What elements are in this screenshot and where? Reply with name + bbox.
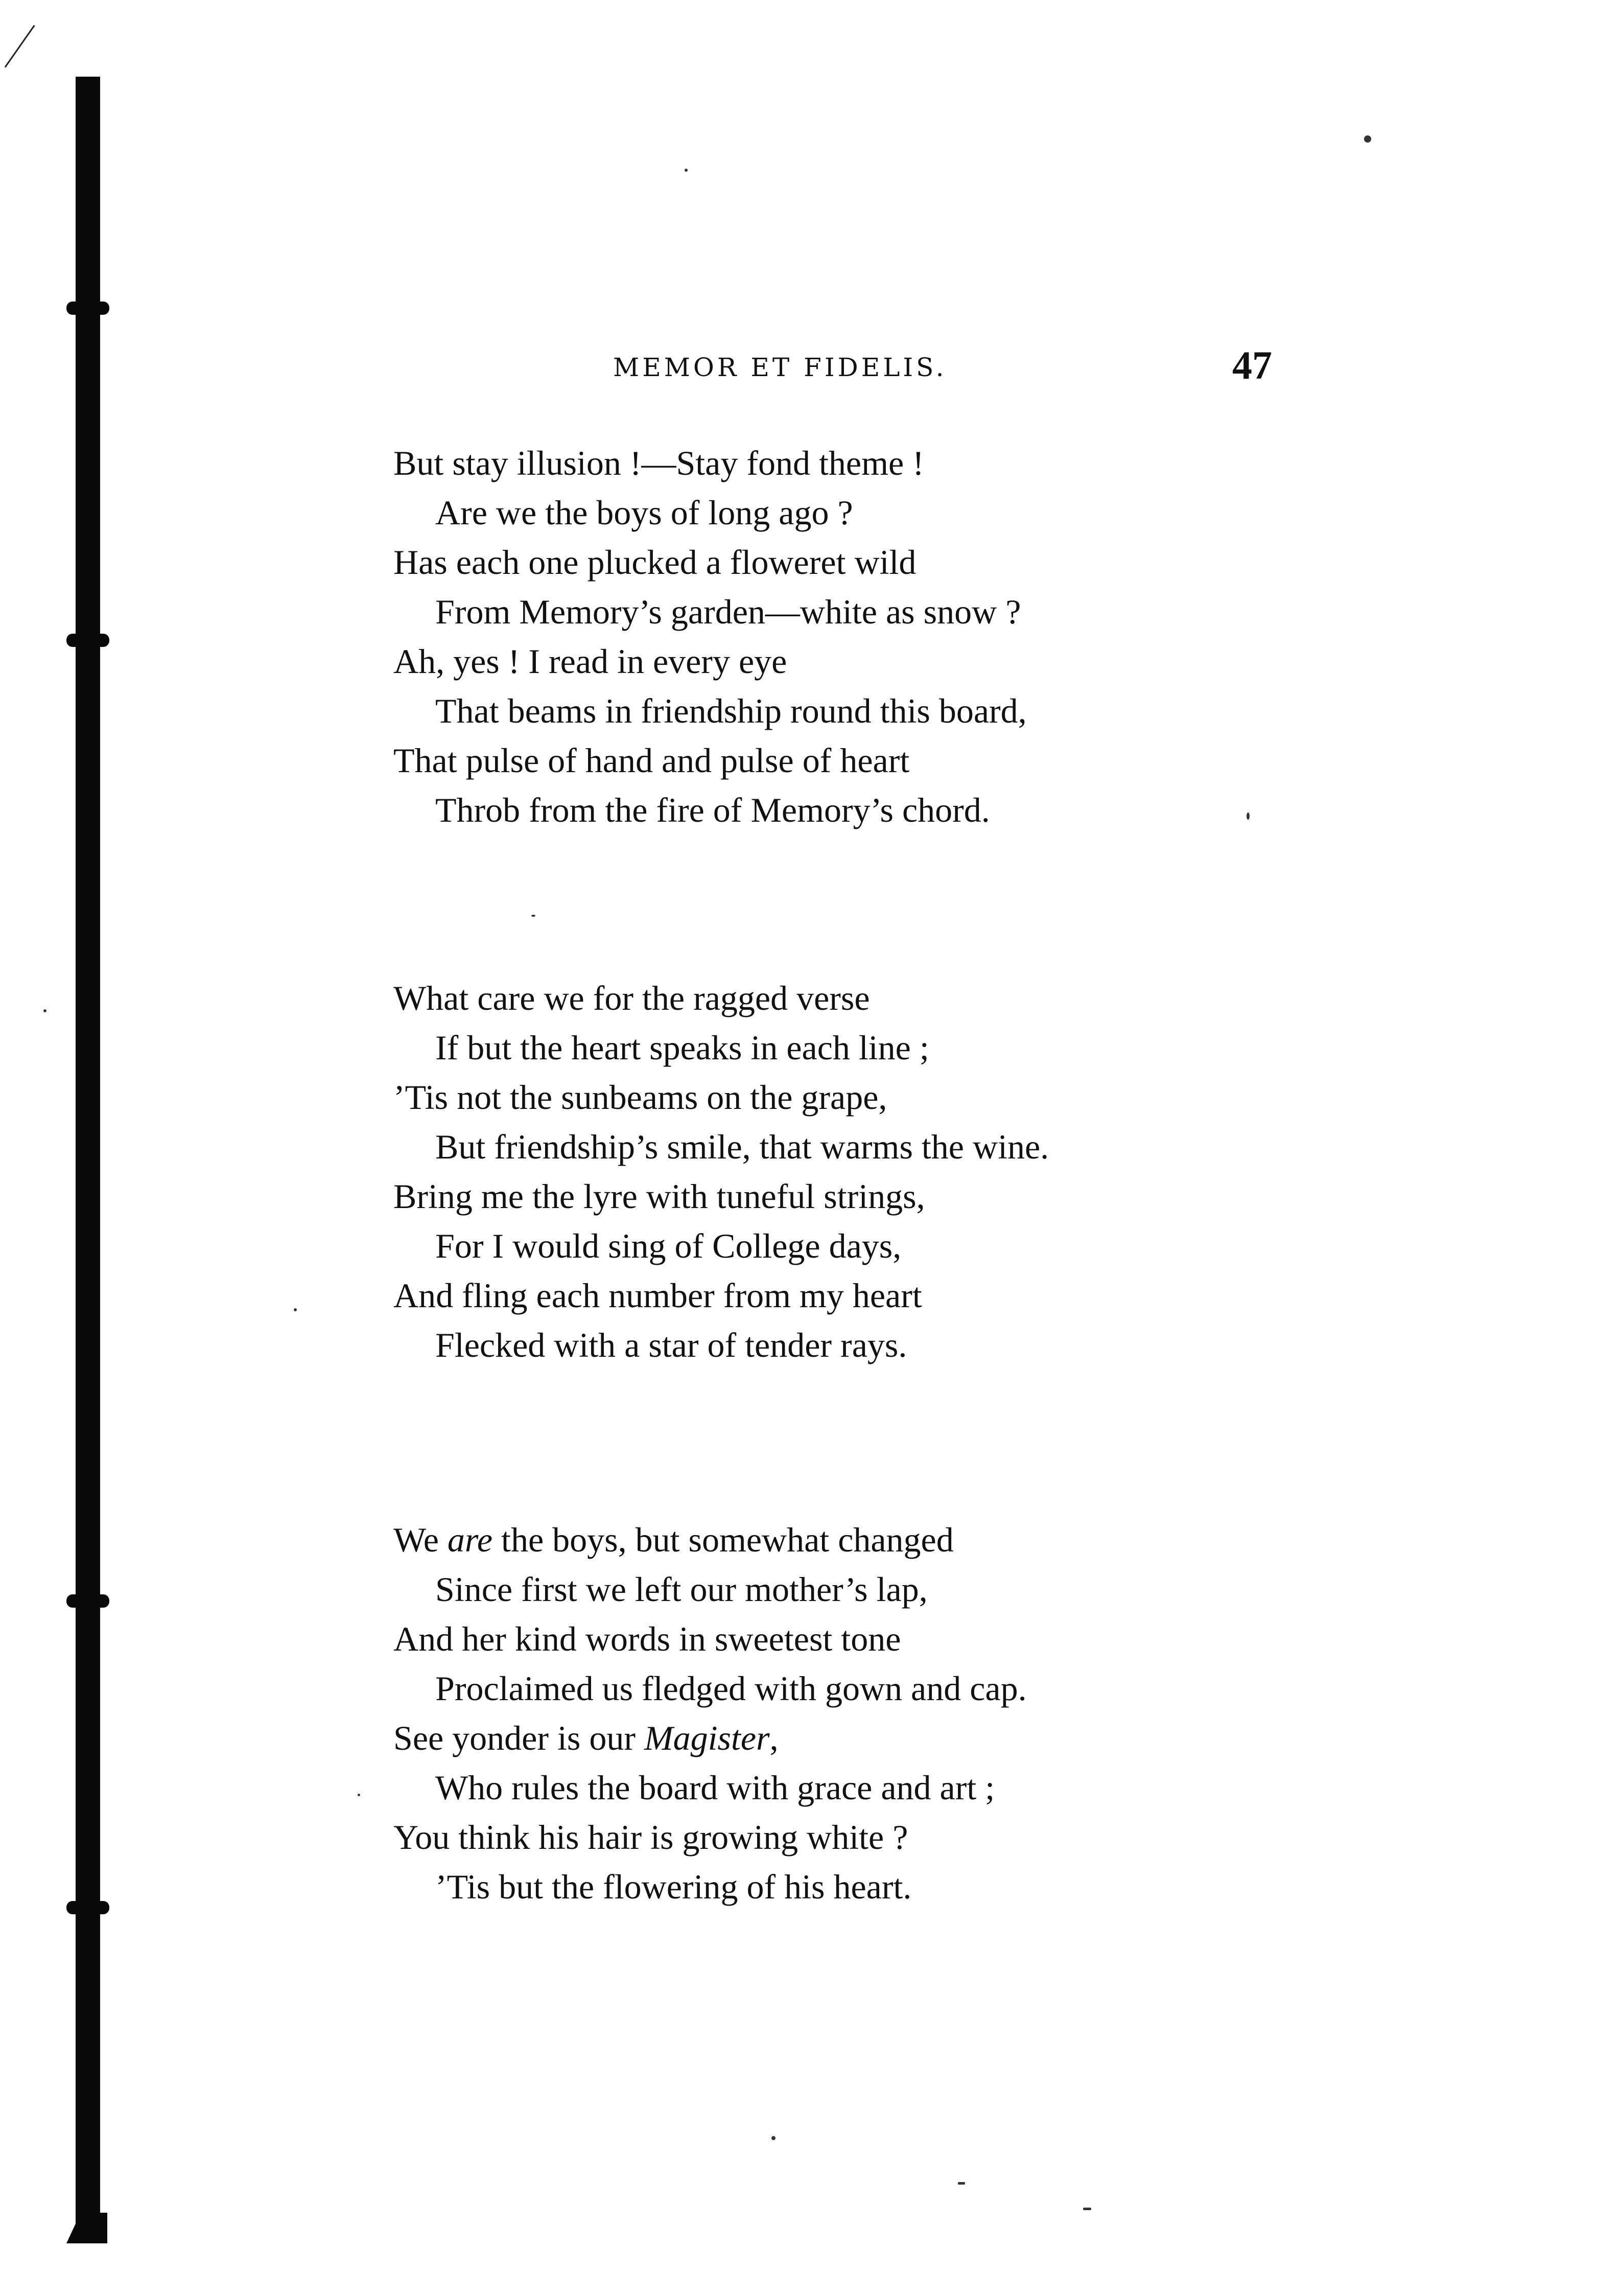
binding-notch xyxy=(66,302,109,315)
verse-line: Are we the boys of long ago ? xyxy=(435,493,853,532)
verse-line: Flecked with a star of tender rays. xyxy=(435,1326,907,1364)
verse-line: ’Tis not the sunbeams on the grape, xyxy=(393,1078,887,1117)
verse-line: That beams in friendship round this board, xyxy=(435,691,1027,730)
verse-line: Since first we left our mother’s lap, xyxy=(435,1570,928,1609)
verse-line: Has each one plucked a floweret wild xyxy=(393,543,917,582)
ink-speck xyxy=(358,1794,360,1796)
verse-text: the boys, but somewhat changed xyxy=(492,1520,954,1559)
verse-line: And fling each number from my heart xyxy=(393,1276,922,1315)
binding-notch xyxy=(66,634,109,647)
stanza-1 xyxy=(393,438,1262,835)
ink-speck xyxy=(294,1308,297,1311)
verse-line: For I would sing of College days, xyxy=(435,1226,902,1265)
scan-mark xyxy=(5,25,35,68)
verse-line: Proclaimed us fledged with gown and cap. xyxy=(435,1669,1027,1708)
verse-line: But stay illusion !—Stay fond theme ! xyxy=(393,444,924,482)
verse-line: But friendship’s smile, that warms the wine. xyxy=(435,1127,1049,1166)
verse-text: , xyxy=(769,1719,779,1757)
stanza-2 xyxy=(393,973,1262,1370)
ink-speck xyxy=(1083,2208,1091,2210)
page-number: 47 xyxy=(1232,343,1272,387)
verse-line: ’Tis but the flowering of his heart. xyxy=(435,1867,912,1906)
emphasis-text: are xyxy=(447,1520,493,1559)
ink-speck xyxy=(43,1009,46,1012)
verse-line xyxy=(393,1515,1262,1565)
binding-foot xyxy=(66,2213,107,2243)
ink-speck xyxy=(958,2182,965,2185)
verse-line: And her kind words in sweetest tone xyxy=(393,1619,901,1658)
ink-speck xyxy=(771,2136,776,2140)
emphasis-text: Magister xyxy=(644,1719,770,1757)
verse-text: We xyxy=(393,1520,448,1559)
ink-speck xyxy=(1364,135,1371,143)
verse-line: Bring me the lyre with tuneful strings, xyxy=(393,1177,925,1216)
verse-line: You think his hair is growing white ? xyxy=(393,1818,908,1857)
verse-text: See yonder is our xyxy=(393,1719,645,1757)
verse-line: If but the heart speaks in each line ; xyxy=(435,1028,929,1067)
verse-line: That pulse of hand and pulse of heart xyxy=(393,741,910,780)
verse-line: Ah, yes ! I read in every eye xyxy=(393,642,787,681)
running-head: MEMOR ET FIDELIS. xyxy=(613,353,947,382)
verse-line: Who rules the board with grace and art ; xyxy=(435,1768,995,1807)
ink-speck xyxy=(531,915,535,917)
ink-speck xyxy=(685,169,688,172)
stanza-3 xyxy=(393,1515,1262,1912)
verse-line: What care we for the ragged verse xyxy=(393,979,870,1017)
binding-notch xyxy=(66,1594,109,1608)
verse-line xyxy=(393,1713,1262,1763)
binding-notch xyxy=(66,1901,109,1914)
verse-line: From Memory’s garden—white as snow ? xyxy=(435,592,1021,631)
verse-line: Throb from the fire of Memory’s chord. xyxy=(435,791,990,829)
